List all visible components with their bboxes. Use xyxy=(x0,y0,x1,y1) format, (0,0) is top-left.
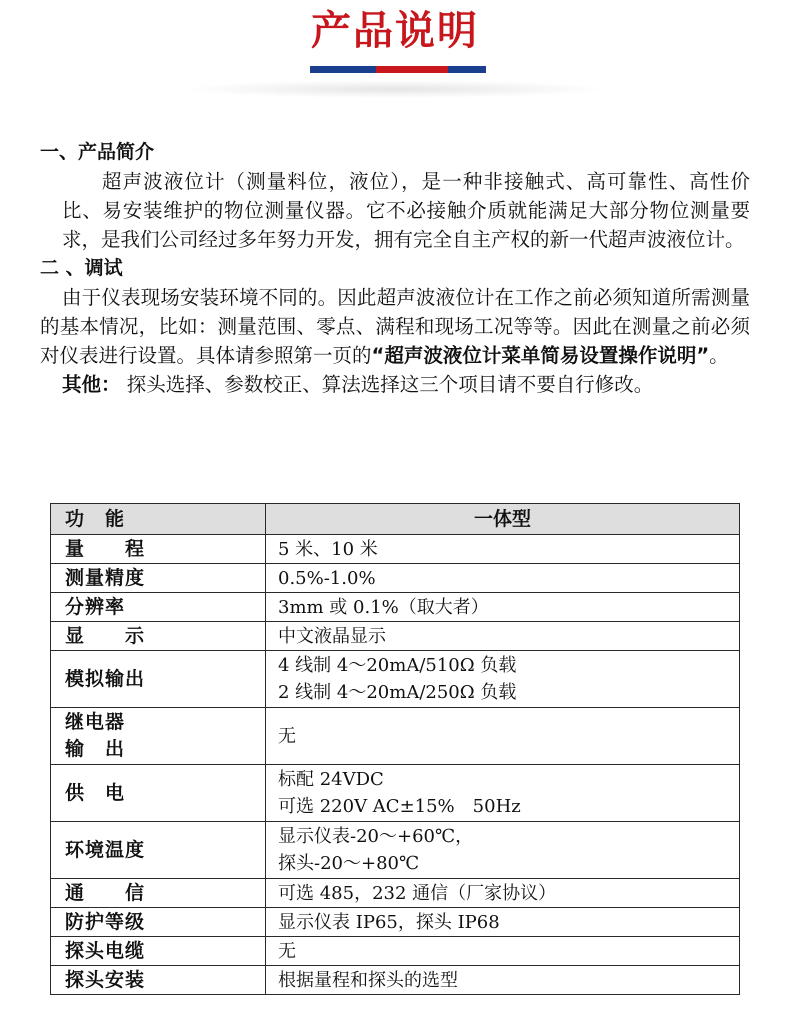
other-text: 探头选择、参数校正、算法选择这三个项目请不要自行修改。 xyxy=(126,373,654,396)
row-label-probe-install: 探头安装 xyxy=(51,966,266,995)
debug-reference-title: “超声波液位计菜单简易设置操作说明” xyxy=(371,344,710,367)
row-label-power: 供 电 xyxy=(51,765,266,822)
row-label-analog-output: 模拟输出 xyxy=(51,651,266,708)
row-value-ambient-temp xyxy=(266,822,740,879)
debug-text-end: 。 xyxy=(709,344,729,367)
banner-bar-red xyxy=(376,66,448,73)
analog-output-2wire: 2 线制 4～20mA/250Ω 负载 xyxy=(278,682,517,703)
row-label-communication: 通 信 xyxy=(51,879,266,908)
table-row xyxy=(51,622,740,651)
table-header-row xyxy=(51,504,740,535)
analog-output-4wire: 4 线制 4～20mA/510Ω 负载 xyxy=(278,655,517,676)
row-value-accuracy: 0.5%-1.0% xyxy=(266,564,740,593)
table-header-value: 一体型 xyxy=(266,504,740,535)
table-row xyxy=(51,879,740,908)
page-title: 产品说明 xyxy=(311,8,479,54)
row-label-relay-output xyxy=(51,708,266,765)
banner-bar-blue-right xyxy=(448,66,486,73)
intro-paragraph xyxy=(40,167,750,254)
page-banner xyxy=(0,0,790,100)
section-heading-debug: 二 、调试 xyxy=(40,257,123,279)
row-label-protection: 防护等级 xyxy=(51,908,266,937)
relay-label-line1: 继电器 xyxy=(65,711,126,733)
table-row xyxy=(51,822,740,879)
section-heading-intro: 一、产品简介 xyxy=(40,141,155,163)
table-row xyxy=(51,564,740,593)
banner-shadow xyxy=(180,80,610,98)
row-value-display: 中文液晶显示 xyxy=(266,622,740,651)
table-row xyxy=(51,651,740,708)
table-row xyxy=(51,937,740,966)
row-value-power xyxy=(266,765,740,822)
row-label-range: 量 程 xyxy=(51,535,266,564)
debug-paragraph xyxy=(40,283,750,370)
row-value-resolution: 3mm 或 0.1%（取大者） xyxy=(266,593,740,622)
row-label-resolution: 分辨率 xyxy=(51,593,266,622)
table-row xyxy=(51,708,740,765)
table-row xyxy=(51,908,740,937)
debug-text: 由于仪表现场安装环境不同的。因此超声波液位计在工作之前必须知道所需测量的基本情况，比如：测量范围、零点、满程和现场工况等等。因此在测量之前必须对仪表进行设置。具体请参照第一页的 xyxy=(40,286,750,367)
table-row xyxy=(51,966,740,995)
row-value-protection: 显示仪表 IP65，探头 IP68 xyxy=(266,908,740,937)
table-header-label: 功 能 xyxy=(51,504,266,535)
table-row xyxy=(51,765,740,822)
spec-table xyxy=(50,503,740,995)
row-label-probe-cable: 探头电缆 xyxy=(51,937,266,966)
row-value-analog-output xyxy=(266,651,740,708)
row-value-range: 5 米、10 米 xyxy=(266,535,740,564)
row-value-communication: 可选 485，232 通信（厂家协议） xyxy=(266,879,740,908)
row-value-probe-cable: 无 xyxy=(266,937,740,966)
row-label-accuracy: 测量精度 xyxy=(51,564,266,593)
power-optional: 可选 220V AC±15% 50Hz xyxy=(278,796,521,817)
power-standard: 标配 24VDC xyxy=(278,769,384,790)
other-label: 其他： xyxy=(62,373,121,396)
relay-label-line2: 输 出 xyxy=(65,738,126,760)
row-label-ambient-temp: 环境温度 xyxy=(51,822,266,879)
table-row xyxy=(51,535,740,564)
row-value-probe-install: 根据量程和探头的选型 xyxy=(266,966,740,995)
table-row xyxy=(51,593,740,622)
temp-probe: 探头-20～+80℃ xyxy=(278,853,420,874)
other-note xyxy=(40,370,750,399)
intro-text: 超声波液位计（测量料位，液位），是一种非接触式、高可靠性、高性价比、易安装维护的物位测量仪器。它不必接触介质就能满足大部分物位测量要求，是我们公司经过多年努力开发，拥有完全自主产权的新一代超声波液位计。 xyxy=(62,170,750,251)
description-text xyxy=(40,138,750,399)
row-value-relay-output: 无 xyxy=(266,708,740,765)
banner-bar-blue-left xyxy=(310,66,376,73)
temp-display: 显示仪表-20～+60℃， xyxy=(278,826,474,847)
row-label-display: 显 示 xyxy=(51,622,266,651)
